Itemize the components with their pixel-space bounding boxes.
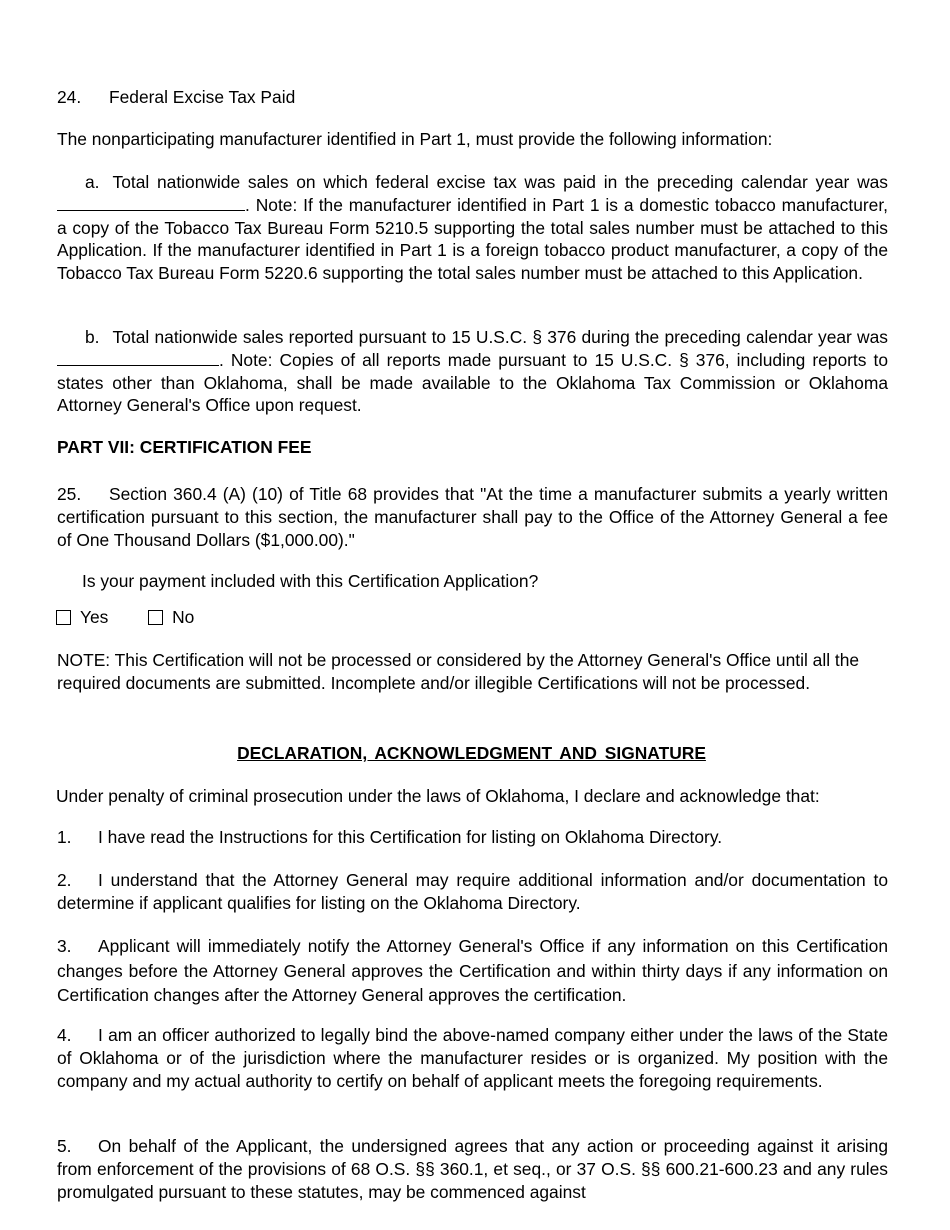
payment-options (56, 606, 887, 629)
declaration-item-4 (57, 1024, 888, 1092)
no-label: No (172, 607, 195, 627)
item-24-heading (57, 86, 888, 109)
part1-intro: The nonparticipating manufacturer identified in Part 1, must provide the following information: (57, 129, 773, 149)
declaration-text: I am an officer authorized to legally bind the above-named company either under the laws of the State of Oklahoma or of the jurisdiction where the manufacturer resides or is organized. My position with the company and my actual authority to certify on behalf of applicant meets the foregoing requirements. (57, 1025, 888, 1091)
item-24a-letter: a. (85, 172, 100, 192)
declaration-text: On behalf of the Applicant, the undersigned agrees that any action or proceeding against it arising from enforcement of the provisions of 68 O.S. §§ 360.1, et seq., or 37 O.S. §§ 600.21-600.23 and any rules promulgated pursuant to these statutes, may be commenced against (57, 1136, 888, 1202)
declaration-number: 2. (57, 870, 72, 890)
reported-sales-blank[interactable] (57, 351, 219, 366)
declaration-number: 5. (57, 1136, 72, 1156)
declaration-heading: DECLARATION, ACKNOWLEDGMENT AND SIGNATURE (237, 743, 706, 763)
item-24b-text-start: Total nationwide sales reported pursuant to 15 U.S.C. § 376 during the preceding calendar year was (112, 327, 888, 347)
federal-excise-sales-blank[interactable] (57, 196, 245, 211)
declaration-number: 1. (57, 827, 72, 847)
declaration-text: I have read the Instructions for this Certification for listing on Oklahoma Directory. (98, 827, 723, 847)
declaration-item-2 (57, 869, 888, 915)
item-24a-text-end: . Note: If the manufacturer identified in Part 1 is a domestic tobacco manufacturer, a copy of the Tobacco Tax Bureau Form 5210.5 supporting the total sales number must be attached to this Application. If the manufacturer identified in Part 1 is a foreign tobacco product manufacturer, a copy of the Tobacco Tax Bureau Form 5220.6 supporting the total sales number must be attached to this Application. (57, 194, 888, 284)
item-24-number: 24. (57, 87, 82, 107)
item-24b-letter: b. (85, 327, 100, 347)
declaration-number: 3. (57, 936, 72, 956)
item-24-title: Federal Excise Tax Paid (109, 87, 296, 107)
yes-label: Yes (80, 607, 109, 627)
item-25-text: Section 360.4 (A) (10) of Title 68 provides that "At the time a manufacturer submits a yearly written certification pursuant to this section, the manufacturer shall pay to the Office of the Attorney General a fee of One Thousand Dollars ($1,000.00)." (57, 484, 888, 550)
item-24b-text-end: . Note: Copies of all reports made pursuant to 15 U.S.C. § 376, including reports to states other than Oklahoma, shall be made available to the Oklahoma Tax Commission or Oklahoma Attorney General's Office upon request. (57, 349, 888, 416)
item-24a-text-start: Total nationwide sales on which federal excise tax was paid in the preceding calendar year was (112, 172, 888, 192)
processing-note: NOTE: This Certification will not be processed or considered by the Attorney General's Office until all the required documents are submitted. Incomplete and/or illegible Certifications will not be processed. (57, 650, 860, 693)
declaration-item-3 (57, 934, 888, 1008)
declaration-item-1 (57, 826, 888, 849)
declaration-intro: Under penalty of criminal prosecution under the laws of Oklahoma, I declare and acknowledge that: (56, 786, 820, 806)
yes-checkbox[interactable] (56, 610, 71, 625)
item-24a (57, 171, 888, 285)
item-25 (57, 483, 888, 551)
item-25-number: 25. (57, 484, 82, 504)
payment-question: Is your payment included with this Certification Application? (82, 571, 539, 591)
part-7-heading: PART VII: CERTIFICATION FEE (57, 437, 312, 457)
declaration-number: 4. (57, 1025, 72, 1045)
declaration-item-5 (57, 1135, 888, 1203)
item-24b (57, 326, 888, 417)
declaration-text: Applicant will immediately notify the Attorney General's Office if any information on this Certification changes before the Attorney General approves the Certification and within thirty days if any information on Certification changes after the Attorney General approves the certification. (57, 936, 888, 1005)
declaration-text: I understand that the Attorney General may require additional information and/or documentation to determine if applicant qualifies for listing on the Oklahoma Directory. (57, 870, 888, 913)
no-checkbox[interactable] (148, 610, 163, 625)
